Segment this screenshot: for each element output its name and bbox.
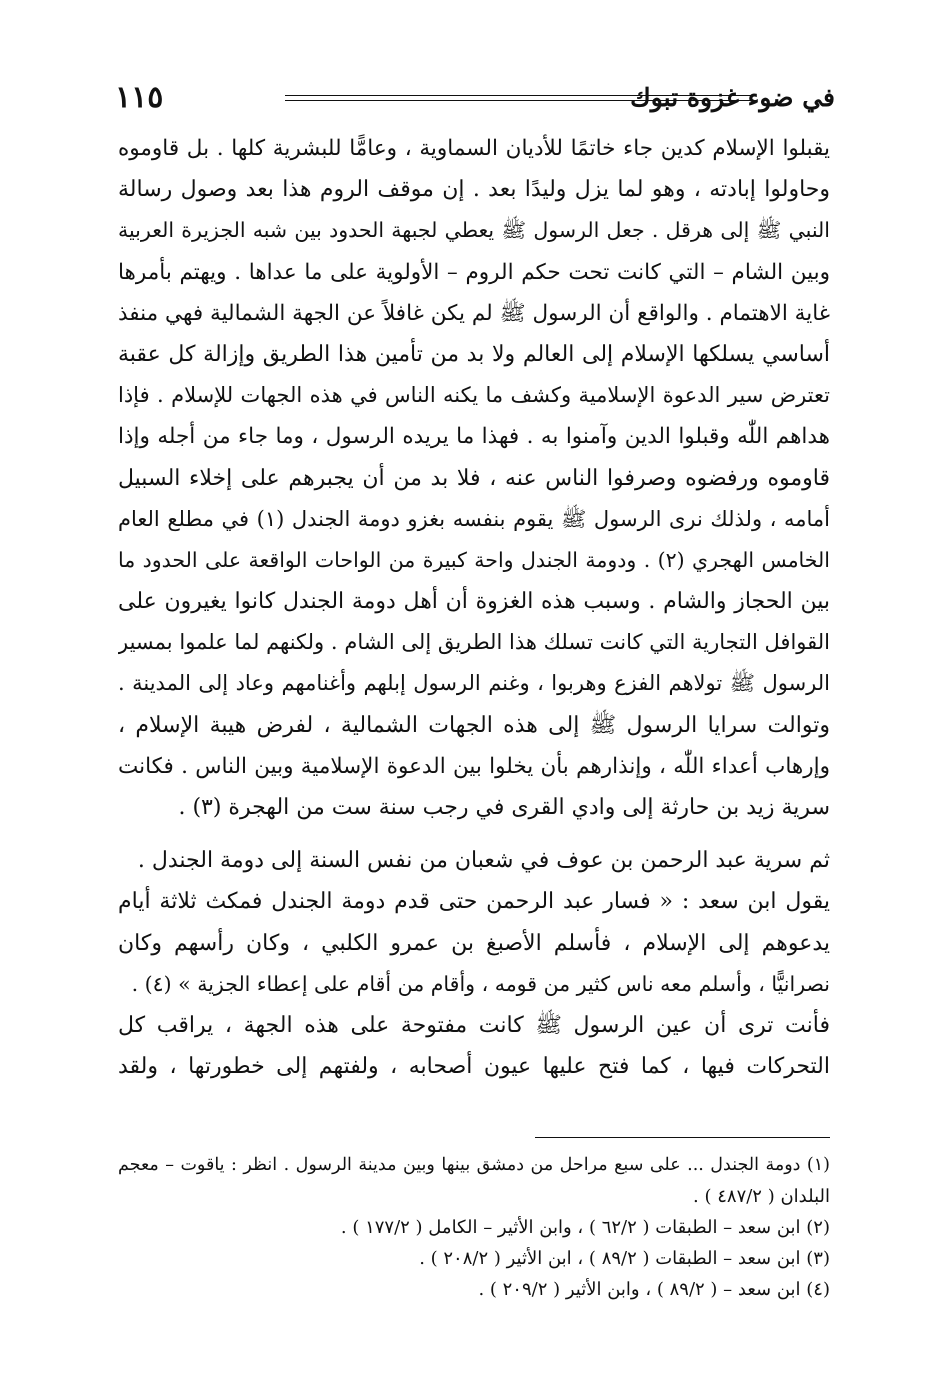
text-line: نصرانيًّا ، وأسلم معه ناس كثير من قومه ، وأقام من أقام على إعطاء الجزية » (٤) . [131, 971, 830, 996]
footnote-separator [535, 1137, 830, 1138]
text-line: النبي ﷺ إلى هرقل . جعل الرسول ﷺ يعطي لجبهة الحدود بين شبه الجزيرة العربية [118, 218, 830, 243]
text-line: هداهم اللّٰه وقبلوا الدين وآمنوا به . فهذا ما يريده الرسول ، وما جاء من أجله وإذا [118, 424, 830, 450]
text-line: قاوموه ورفضوه وصرفوا الناس عنه ، فلا بد من أن يجبرهم على إخلاء السبيل [118, 465, 830, 491]
text-line: غاية الاهتمام . والواقع أن الرسول ﷺ لم يكن غافلاً عن الجهة الشمالية فهي منفذ [118, 300, 830, 326]
text-line: وبين الشام – التي كانت تحت حكم الروم – الأولوية على ما عداها . ويهتم بأمرها [118, 259, 830, 285]
text-line: يقبلوا الإسلام كدين جاء خاتمًا للأديان السماوية ، وعامًّا للبشرية كلها . بل قاوموه [118, 136, 830, 161]
text-line: سرية زيد بن حارثة إلى وادي القرى في رجب سنة ست من الهجرة (٣) . [178, 795, 830, 820]
footnote-line: (٣) ابن سعد – الطبقات ( ٨٩/٢ ) ، ابن الأثير ( ٢٠٨/٢ ) . [419, 1248, 830, 1269]
text-line: أساسي يسلكها الإسلام إلى العالم ولا بد من تأمين هذا الطريق وإزالة كل عقبة [118, 341, 830, 367]
footnote-line: البلدان ( ٤٨٧/٢ ) . [693, 1186, 830, 1207]
text-line: بين الحجاز والشام . وسبب هذه الغزوة أن أهل دومة الجندل كانوا يغيرون على [118, 589, 830, 615]
text-line: القوافل التجارية التي كانت تسلك هذا الطريق إلى الشام . ولكنهم لما علموا بمسير [118, 630, 830, 655]
text-line: الرسول ﷺ تولاهم الفزع وهربوا ، وغنم الرسول إبلهم وأغنامهم وعاد إلى المدينة . [118, 671, 830, 696]
text-line: وتوالت سرايا الرسول ﷺ إلى هذه الجهات الشمالية ، لفرض هيبة الإسلام ، [118, 712, 830, 738]
running-title: في ضوء غزوة تبوك [630, 83, 835, 112]
footnote-line: (١) دومة الجندل ... على سبع مراحل من دمشق بينها وبين مدينة الرسول . انظر : ياقوت – معجم [118, 1155, 830, 1175]
body-text [118, 128, 830, 1087]
footnote-line: (٤) ابن سعد – ( ٨٩/٢ ) ، وابن الأثير ( ٢٠٩/٢ ) . [478, 1279, 830, 1300]
footnote-line: (٢) ابن سعد – الطبقات ( ٦٢/٢ ) ، وابن الأثير – الكامل ( ١٧٧/٢ ) . [340, 1217, 830, 1238]
text-line: يقول ابن سعد : « فسار عبد الرحمن حتى قدم دومة الجندل فمكث ثلاثة أيام [118, 889, 830, 915]
text-line: الخامس الهجري (٢) . ودومة الجندل واحة كبيرة من الواحات الواقعة على الحدود ما [118, 547, 830, 572]
text-line: وحاولوا إبادته ، وهو لما يزل وليدًا بعد . إن موقف الروم هذا بعد وصول رسالة [118, 177, 830, 203]
text-line: أمامه ، ولذلك نرى الرسول ﷺ يقوم بنفسه بغزو دومة الجندل (١) في مطلع العام [118, 506, 830, 531]
text-line: يدعوهم إلى الإسلام ، فأسلم الأصبغ بن عمرو الكلبي ، وكان رأسهم وكان [118, 930, 830, 956]
text-line: فأنت ترى أن عين الرسول ﷺ كانت مفتوحة على هذه الجهة ، يراقب كل [118, 1012, 830, 1038]
text-line: تعترض سير الدعوة الإسلامية وكشف ما يكنه الناس في هذه الجهات للإسلام . فإذا [118, 383, 830, 408]
page-header [115, 78, 835, 118]
footnotes [118, 1150, 830, 1305]
page-number: ١١٥ [115, 80, 164, 115]
text-line: ثم سرية عبد الرحمن بن عوف في شعبان من نفس السنة إلى دومة الجندل . [137, 848, 830, 874]
text-line: وإرهاب أعداء اللّٰه ، وإنذارهم بأن يخلوا بين الدعوة الإسلامية وبين الناس . فكانت [118, 753, 830, 779]
text-line: التحركات فيها ، كما فتح عليها عيون أصحابه ، ولفتهم إلى خطورتها ، ولقد [118, 1054, 830, 1080]
